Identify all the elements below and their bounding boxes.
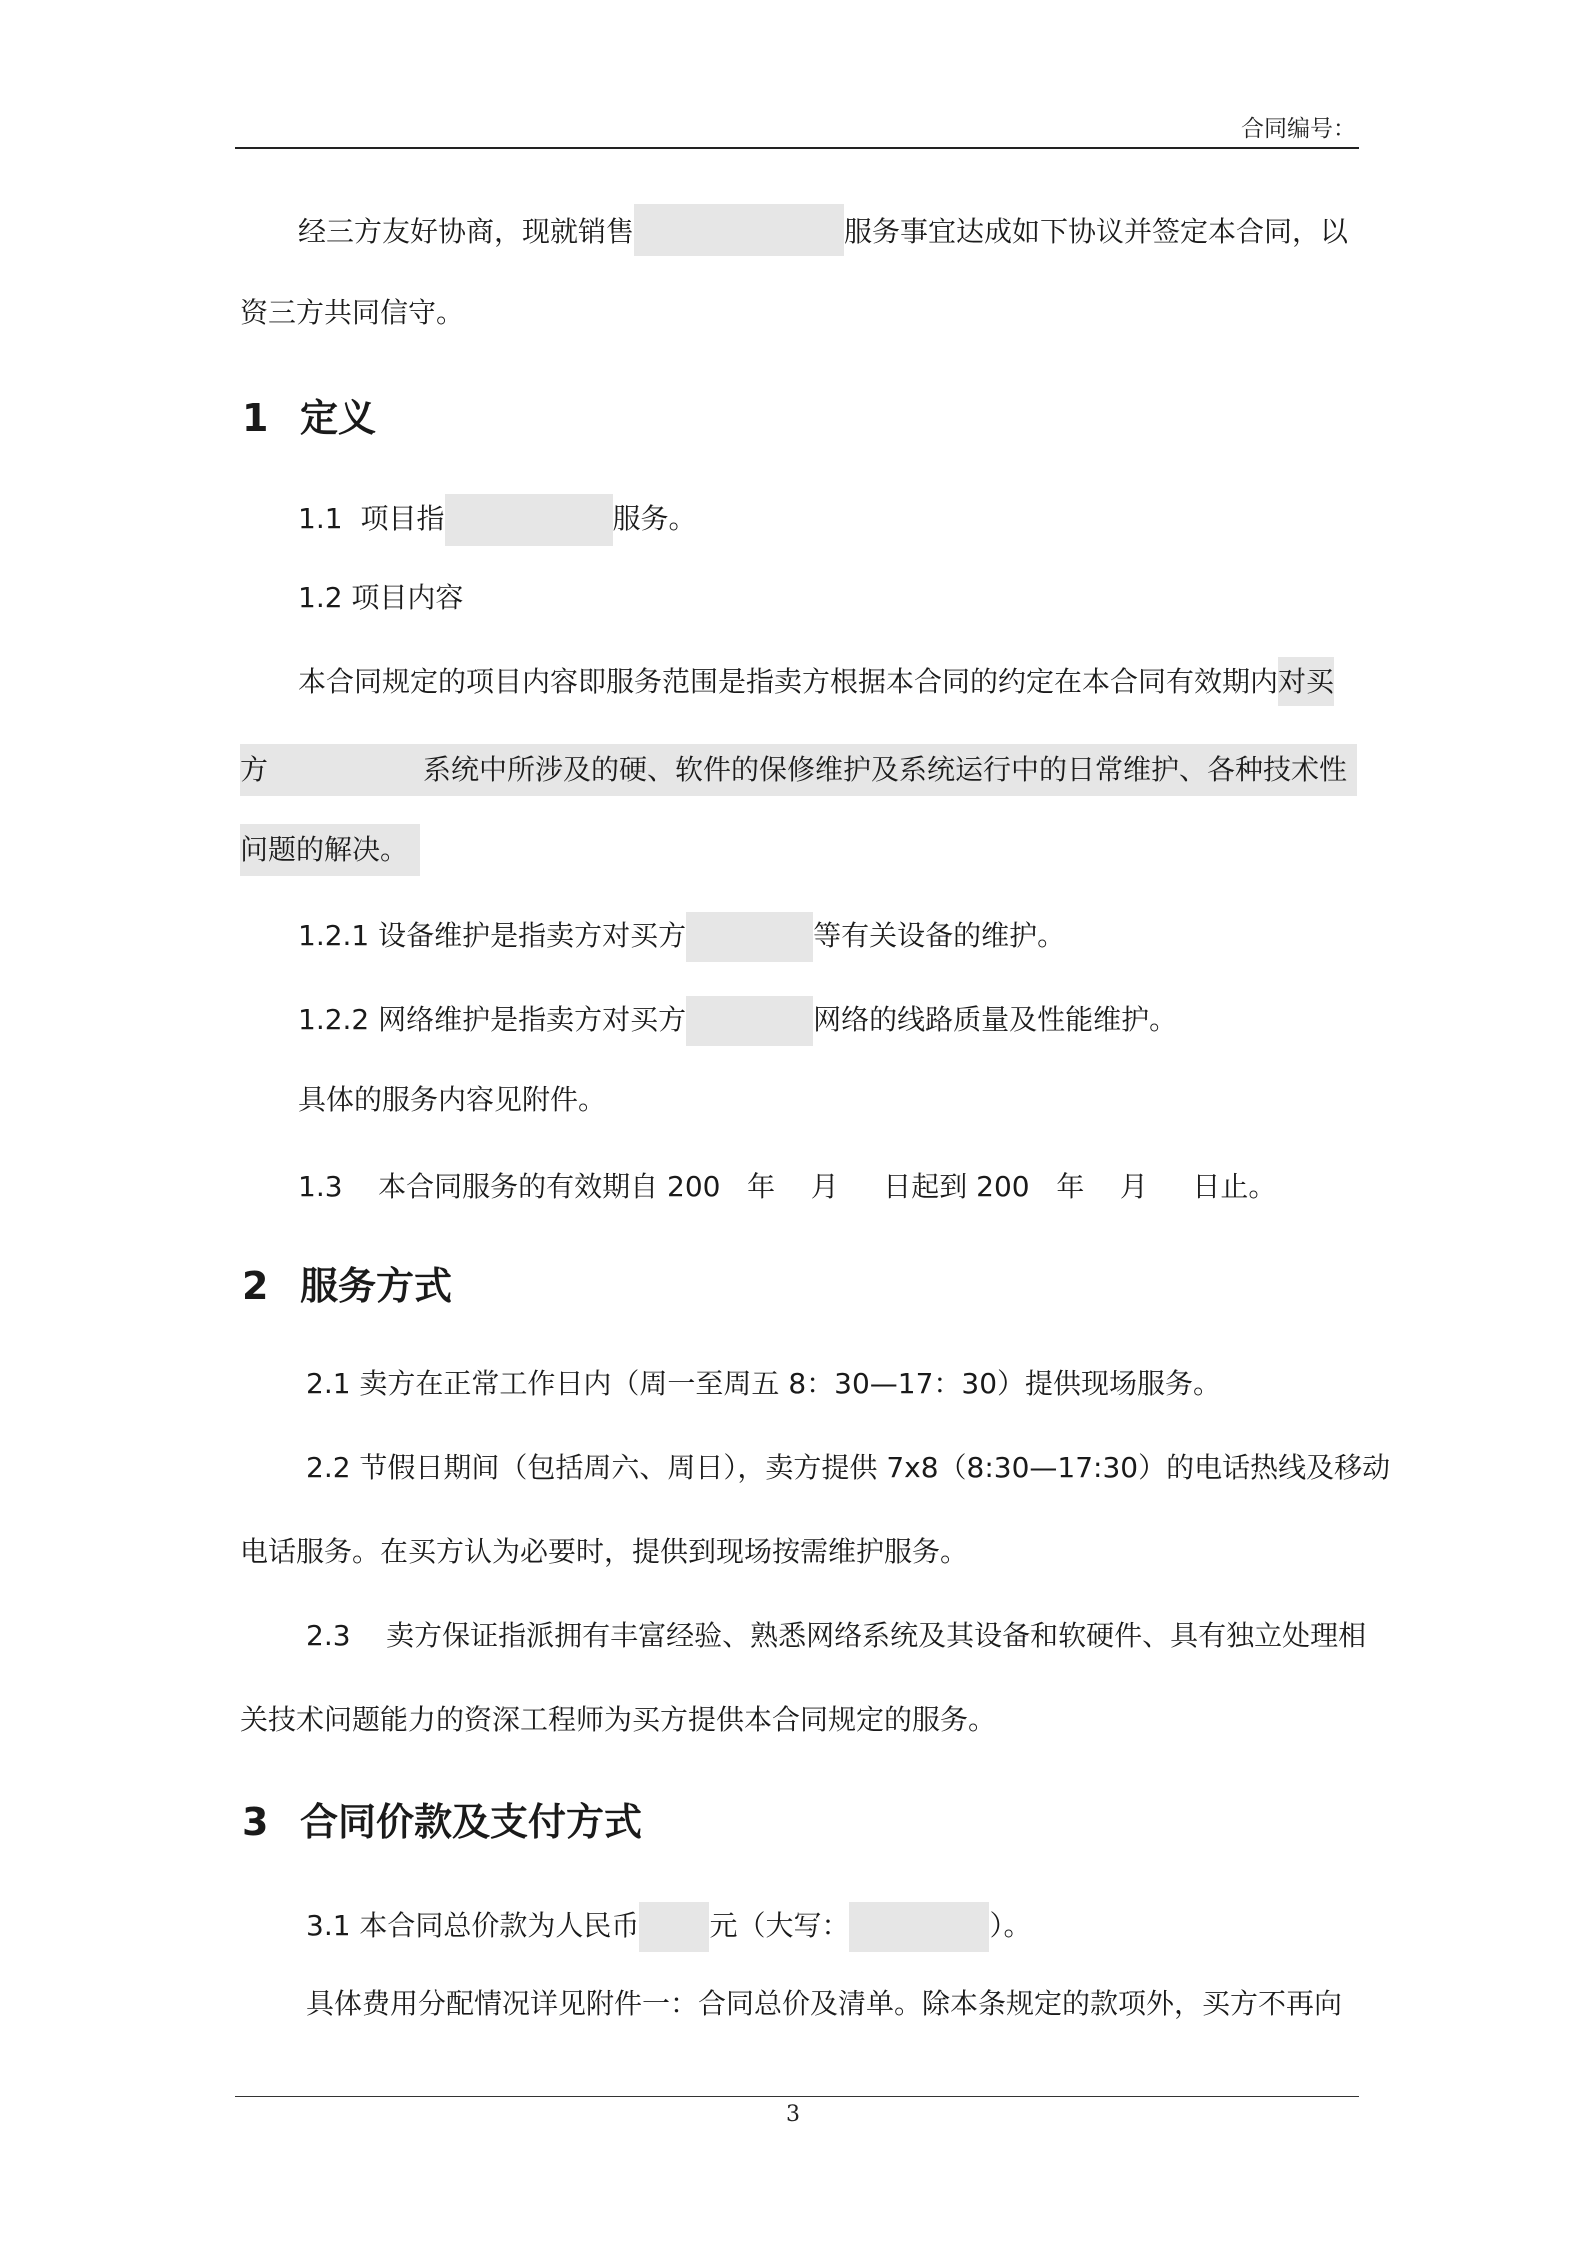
clause-text: 3.1 本合同总价款为人民币 [306,1909,640,1942]
clause-2-2-line-1: 2.2 节假日期间（包括周六、周日），卖方提供 7x8（8:30—17:30）的电话热线及移动 [306,1451,1391,1484]
intro-line-1 [298,210,1348,256]
header-rule [235,147,1359,149]
redacted-field [445,494,613,546]
clause-2-2-line-2: 电话服务。在买方认为必要时，提供到现场按需维护服务。 [240,1535,969,1568]
clause-1-2: 1.2 项目内容 [298,581,464,614]
section-title: 合同价款及支付方式 [300,1800,643,1844]
fee-detail-line: 具体费用分配情况详见附件一：合同总价及清单。除本条规定的款项外，买方不再向 [306,1987,1343,2020]
clause-1-2-1 [298,912,1065,962]
intro-text-2: 服务事宜达成如下协议并签定本合同，以 [844,215,1349,248]
clause-text: 1.2.1 设备维护是指卖方对买方 [298,919,687,952]
page-number: 3 [786,2102,800,2127]
clause-1-2-para-line-1 [298,662,1334,702]
clause-1-2-para-line-3: 问题的解决。 [240,824,420,876]
section-number: 1 [242,396,269,440]
clause-text: 本合同规定的项目内容即服务范围是指卖方根据本合同的约定在本合同有效期内 [298,665,1279,698]
section-heading-2 [242,1262,452,1310]
clause-text: 网络的线路质量及性能维护。 [813,1003,1178,1036]
clause-text: 服务。 [612,502,697,535]
clause-1-2-2 [298,996,1177,1046]
clause-text: 系统中所涉及的硬、软件的保修维护及系统运行中的日常维护、各种技术性 [423,753,1348,786]
redacted-field [686,996,813,1046]
clause-text: 项目指 [360,502,445,535]
footer-rule [235,2096,1359,2097]
section-heading-3 [242,1798,642,1846]
highlighted-text: 对买 [1278,657,1334,706]
service-detail-note: 具体的服务内容见附件。 [298,1083,607,1116]
redacted-field [686,912,813,962]
clause-text: 元（大写： [709,1909,850,1942]
clause-2-1: 2.1 卖方在正常工作日内（周一至周五 8：30—17：30）提供现场服务。 [306,1367,1222,1400]
clause-text: 方 [240,753,269,786]
intro-line-2: 资三方共同信守。 [240,296,465,329]
clause-1-2-para-line-2 [240,744,1357,796]
redacted-field [634,204,844,256]
clause-number: 1.1 [298,502,343,535]
section-title: 定义 [300,396,377,440]
clause-2-3-line-2: 关技术问题能力的资深工程师为买方提供本合同规定的服务。 [240,1703,997,1736]
clause-1-1 [298,494,697,546]
clause-text: 等有关设备的维护。 [813,919,1066,952]
redacted-amount [639,1902,709,1952]
section-number: 2 [242,1264,269,1308]
contract-number-label: 合同编号： [1241,116,1356,142]
section-title: 服务方式 [300,1264,453,1308]
clause-text: 1.2.2 网络维护是指卖方对买方 [298,1003,687,1036]
intro-text-1: 经三方友好协商，现就销售 [298,215,635,248]
clause-text: ）。 [989,1909,1032,1942]
clause-1-3: 1.3 本合同服务的有效期自 200 年 月 日起到 200 年 月 日止。 [298,1170,1277,1203]
section-heading-1 [242,394,376,442]
clause-3-1 [306,1902,1031,1952]
clause-2-3-line-1: 2.3 卖方保证指派拥有丰富经验、熟悉网络系统及其设备和软硬件、具有独立处理相 [306,1619,1367,1652]
section-number: 3 [242,1800,269,1844]
redacted-amount-words [849,1902,989,1952]
